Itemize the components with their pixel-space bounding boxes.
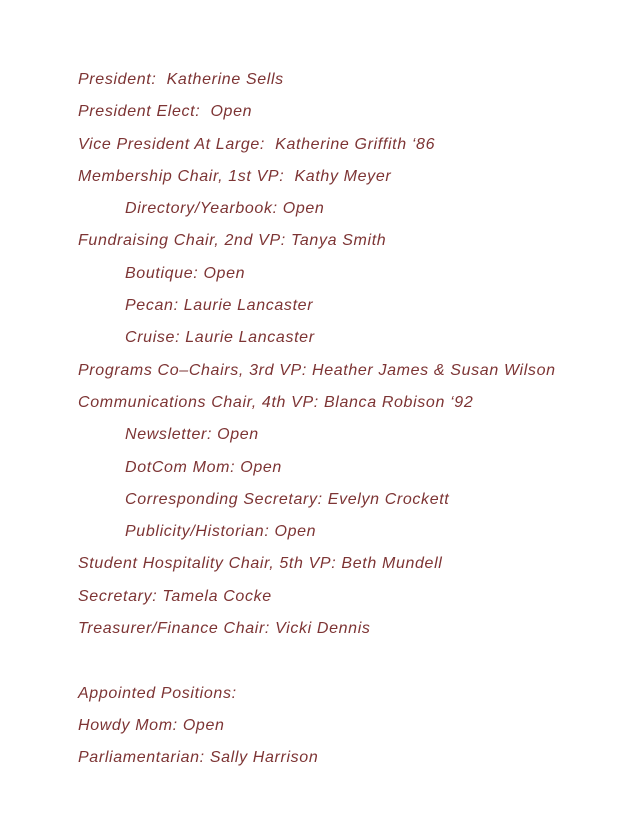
list-line: DotCom Mom: Open [125,458,282,476]
list-line: President Elect: Open [78,103,253,121]
list-line: Newsletter: Open [125,426,259,444]
list-line: Appointed Positions: [78,684,237,702]
list-line: Programs Co–Chairs, 3rd VP: Heather James & Susan Wilson [78,361,556,379]
list-line: President: Katherine Sells [78,71,284,88]
list-line: Communications Chair, 4th VP: Blanca Robison ‘92 [78,393,474,411]
list-line: Pecan: Laurie Lancaster [125,297,314,315]
list-line: Corresponding Secretary: Evelyn Crockett [125,490,450,508]
list-line: Directory/Yearbook: Open [125,200,325,218]
list-line: Boutique: Open [125,264,246,282]
list-line: Treasurer/Finance Chair: Vicki Dennis [78,620,371,638]
list-line: Vice President At Large: Katherine Griffith ‘86 [78,135,436,153]
list-line: Secretary: Tamela Cocke [78,587,272,605]
list-line: Howdy Mom: Open [78,716,225,734]
list-line: Membership Chair, 1st VP: Kathy Meyer [78,167,392,185]
list-line: Student Hospitality Chair, 5th VP: Beth Mundell [78,555,443,573]
list-line: Fundraising Chair, 2nd VP: Tanya Smith [78,232,387,250]
blank-line [78,645,618,677]
list-line: Cruise: Laurie Lancaster [125,329,315,347]
list-line: Parliamentarian: Sally Harrison [78,749,319,767]
officer-list [78,64,618,775]
list-line: Publicity/Historian: Open [125,523,317,541]
